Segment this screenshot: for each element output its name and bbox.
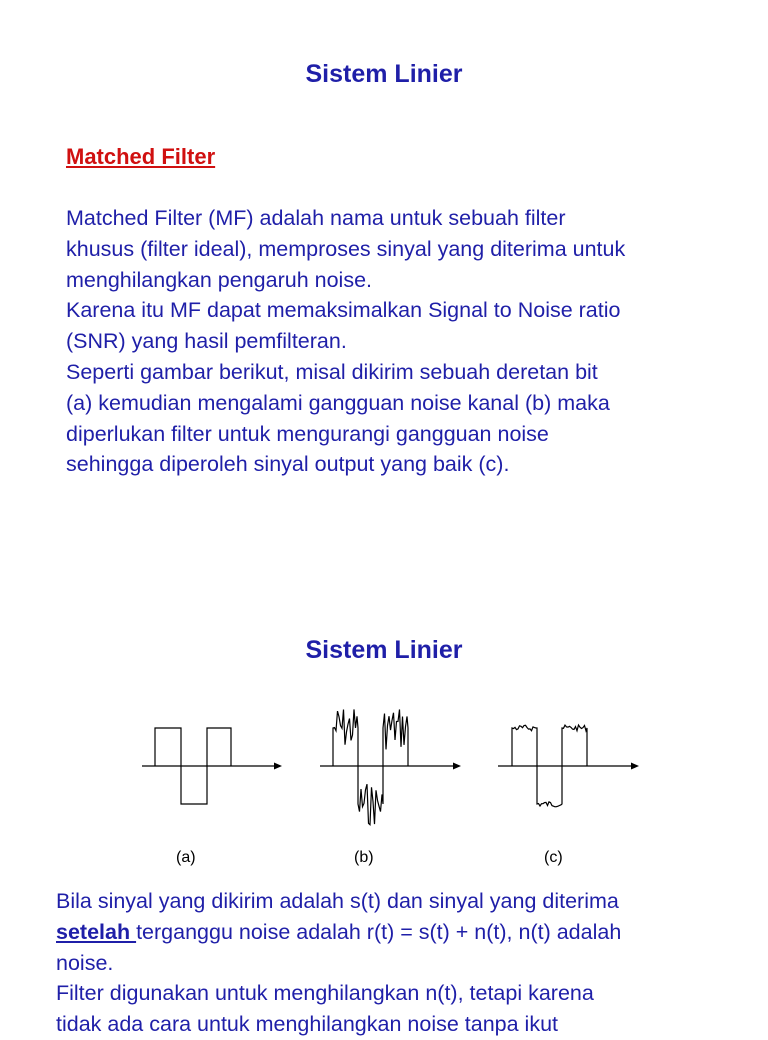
signal-b-diagram [320, 709, 461, 824]
text-line [56, 917, 621, 948]
text-line: (a) kemudian mengalami gangguan noise kanal (b) maka [66, 390, 610, 415]
text-line: (SNR) yang hasil pemfilteran. [66, 329, 347, 354]
body-paragraph [56, 886, 621, 1040]
arrowhead-a [274, 763, 282, 770]
text-line: diperlukan filter untuk mengurangi gangguan noise [66, 421, 549, 446]
text-line: sehingga diperoleh sinyal output yang baik (c). [66, 452, 510, 477]
text-line: Filter digunakan untuk menghilangkan n(t), tetapi karena [56, 981, 594, 1006]
page-title: Sistem Linier [305, 60, 463, 88]
text-line: Karena itu MF dapat memaksimalkan Signal to Noise ratio [66, 298, 621, 323]
arrowhead-b [453, 763, 461, 770]
text-line: khusus (filter ideal), memproses sinyal yang diterima untuk [66, 236, 626, 261]
page-title: Sistem Linier [305, 636, 463, 664]
signal-figure [0, 690, 768, 840]
text-line: menghilangkan pengaruh noise. [66, 267, 373, 292]
section-heading: Matched Filter [66, 144, 216, 169]
signal-c-diagram [498, 725, 639, 807]
arrowhead-c [631, 763, 639, 770]
text-fragment: terganggu noise adalah r(t) = s(t) + n(t), n(t) adalah [136, 919, 622, 944]
caption-b: (b) [354, 849, 374, 866]
body-paragraph [66, 203, 625, 480]
signal-a-diagram [142, 728, 282, 804]
text-line: noise. [56, 950, 114, 975]
caption-c: (c) [544, 849, 563, 866]
text-line: Bila sinyal yang dikirim adalah s(t) dan sinyal yang diterima [56, 889, 619, 913]
text-line: tidak ada cara untuk menghilangkan noise tanpa ikut [56, 1012, 559, 1037]
text-line: Matched Filter (MF) adalah nama untuk sebuah filter [66, 206, 566, 230]
caption-a: (a) [176, 849, 196, 866]
text-line: Seperti gambar berikut, misal dikirim sebuah deretan bit [66, 359, 598, 384]
underlined-word: setelah [56, 919, 137, 944]
noisy-waveform-b [333, 709, 408, 824]
